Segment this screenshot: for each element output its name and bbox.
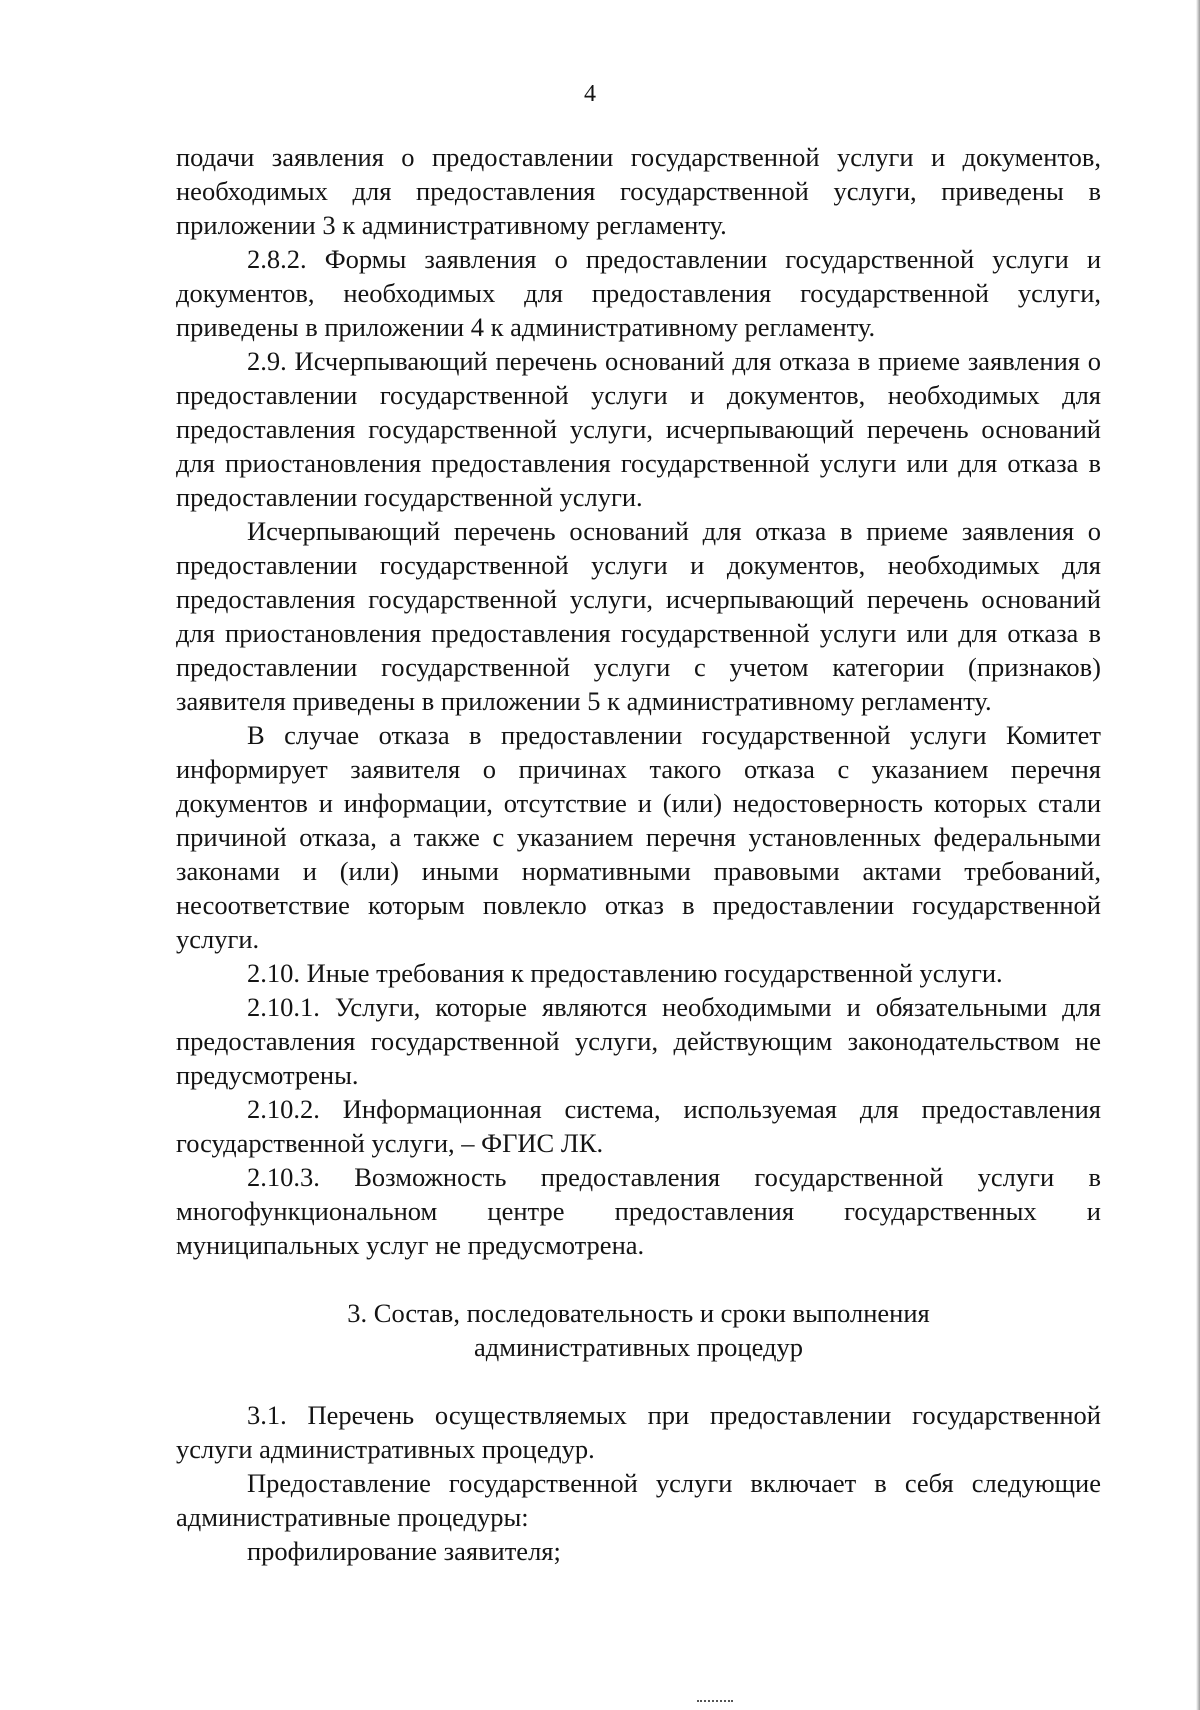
paragraph-2-10-2: 2.10.2. Информационная система, используемая для предоставления государственной услуги, – ФГИС ЛК. xyxy=(176,1094,1101,1158)
section-3-heading-line-1: 3. Состав, последовательность и сроки выполнения xyxy=(347,1298,930,1328)
paragraph-2-10: 2.10. Иные требования к предоставлению государственной услуги. xyxy=(247,958,1003,988)
paragraph-refusal-case: В случае отказа в предоставлении государственной услуги Комитет информирует заявителя о причинах такого отказа с указанием перечня документов и информации, отсутствие и (или) недостоверность которых стали причиной отказа, а также с указанием перечня установленных федеральными законами и (или) иными нормативными правовыми актами требований, несоответствие которым повлекло отказ в предоставлении государственной услуги. xyxy=(176,720,1101,954)
page-number: 4 xyxy=(584,81,596,107)
paragraph-2-9: 2.9. Исчерпывающий перечень оснований для отказа в приеме заявления о предоставлении государственной услуги и документов, необходимых для предоставления государственной услуги, исчерпывающий перечень оснований для приостановления предоставления государственной услуги или для отказа в предоставлении государственной услуги. xyxy=(176,346,1101,512)
paragraph-continuation: подачи заявления о предоставлении государственной услуги и документов, необходимых для предоставления государственной услуги, приведены в приложении 3 к административному регламенту. xyxy=(176,142,1101,240)
paragraph-3-1: 3.1. Перечень осуществляемых при предоставлении государственной услуги административных процедур. xyxy=(176,1400,1101,1464)
paragraph-2-10-1: 2.10.1. Услуги, которые являются необходимыми и обязательными для предоставления государственной услуги, действующим законодательством не предусмотрены. xyxy=(176,992,1101,1090)
scan-artifact xyxy=(697,1700,733,1706)
scan-edge-shadow xyxy=(1196,0,1200,1710)
section-3-heading xyxy=(176,1296,1101,1364)
paragraph-2-8-2: 2.8.2. Формы заявления о предоставлении государственной услуги и документов, необходимых для предоставления государственной услуги, приведены в приложении 4 к административному регламенту. xyxy=(176,244,1101,342)
paragraph-2-10-3: 2.10.3. Возможность предоставления государственной услуги в многофункциональном центре предоставления государственных и муниципальных услуг не предусмотрена. xyxy=(176,1162,1101,1260)
document-body xyxy=(176,140,1101,1568)
paragraph-procedures-intro: Предоставление государственной услуги включает в себя следующие административные процедуры: xyxy=(176,1468,1101,1532)
section-3-heading-line-2: административных процедур xyxy=(474,1332,803,1362)
list-item-profiling: профилирование заявителя; xyxy=(247,1536,561,1566)
paragraph-grounds-list: Исчерпывающий перечень оснований для отказа в приеме заявления о предоставлении государственной услуги и документов, необходимых для предоставления государственной услуги, исчерпывающий перечень оснований для приостановления предоставления государственной услуги или для отказа в предоставлении государственной услуги с учетом категории (признаков) заявителя приведены в приложении 5 к административному регламенту. xyxy=(176,516,1101,716)
